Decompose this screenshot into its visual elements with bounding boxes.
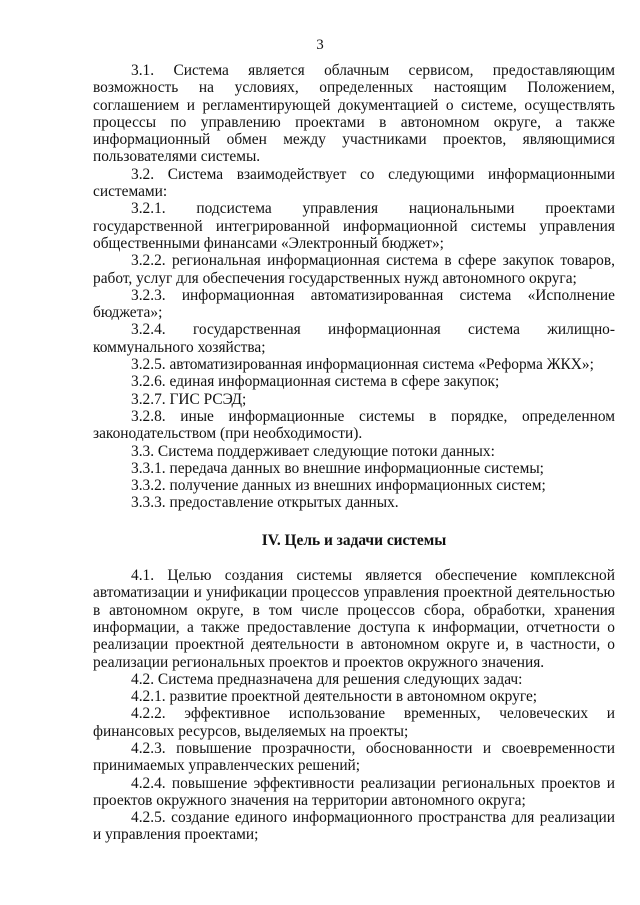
paragraph-3-3-2: 3.3.2. получение данных из внешних информационных систем; (131, 477, 546, 495)
paragraph-3-2-2: 3.2.2. региональная информационная система в сфере закупок товаров, работ, услуг для обеспечения государственных нужд автономного округа; (93, 252, 615, 287)
paragraph-3-2-6: 3.2.6. единая информационная система в сфере закупок; (131, 373, 500, 391)
paragraph-3-3-1: 3.3.1. передача данных во внешние информационные системы; (131, 459, 544, 477)
paragraph-3-2-4: 3.2.4. государственная информационная система жилищно-коммунального хозяйства; (93, 321, 615, 356)
paragraph-3-2-5: 3.2.5. автоматизированная информационная система «Реформа ЖКХ»; (131, 356, 594, 374)
paragraph-3-3-3: 3.3.3. предоставление открытых данных. (131, 494, 399, 512)
paragraph-4-2-4: 4.2.4. повышение эффективности реализации региональных проектов и проектов окружного значения на территории автономного округа; (93, 774, 615, 809)
section-heading: IV. Цель и задачи системы (261, 531, 447, 549)
paragraph-4-2: 4.2. Система предназначена для решения следующих задач: (131, 670, 523, 688)
paragraph-3-3: 3.3. Система поддерживает следующие потоки данных: (131, 442, 495, 460)
paragraph-4-2-2: 4.2.2. эффективное использование временных, человеческих и финансовых ресурсов, выделяемых на проекты; (93, 705, 615, 740)
document-body (93, 62, 615, 844)
paragraph-3-2-7: 3.2.7. ГИС РСЭД; (131, 390, 247, 408)
paragraph-4-2-1: 4.2.1. развитие проектной деятельности в автономном округе; (131, 688, 538, 706)
paragraph-3-1: 3.1. Система является облачным сервисом, предоставляющим возможность на условиях, определенных настоящим Положением, соглашением и регламентирующей документацией о системе, осуществлять процессы по управлению проектами в автономном округе, а также информационный обмен между участниками проектов, являющимися пользователями системы. (93, 62, 615, 166)
paragraph-4-1: 4.1. Целью создания системы является обеспечение комплексной автоматизации и унификации процессов управления проектной деятельностью в автономном округе, в том числе процессов сбора, обработки, хранения информации, а также предоставление доступа к информации, отчетности о реализации проектной деятельности в автономном округе и, в частности, о реализации региональных проектов и проектов окружного значения. (93, 567, 615, 671)
paragraph-4-2-3: 4.2.3. повышение прозрачности, обоснованности и своевременности принимаемых управленческих решений; (93, 739, 615, 775)
paragraph-3-2-8: 3.2.8. иные информационные системы в порядке, определенном законодательством (при необходимости). (93, 407, 615, 443)
paragraph-3-2-3: 3.2.3. информационная автоматизированная система «Исполнение бюджета»; (93, 286, 615, 322)
paragraph-3-2: 3.2. Система взаимодействует со следующими информационными системами: (93, 165, 615, 201)
page-number: 3 (316, 37, 324, 53)
paragraph-4-2-5: 4.2.5. создание единого информационного пространства для реализации и управления проектами; (93, 809, 615, 844)
paragraph-3-2-1: 3.2.1. подсистема управления национальными проектами государственной интегрированной информационной системы управления общественными финансами «Электронный бюджет»; (93, 200, 615, 252)
